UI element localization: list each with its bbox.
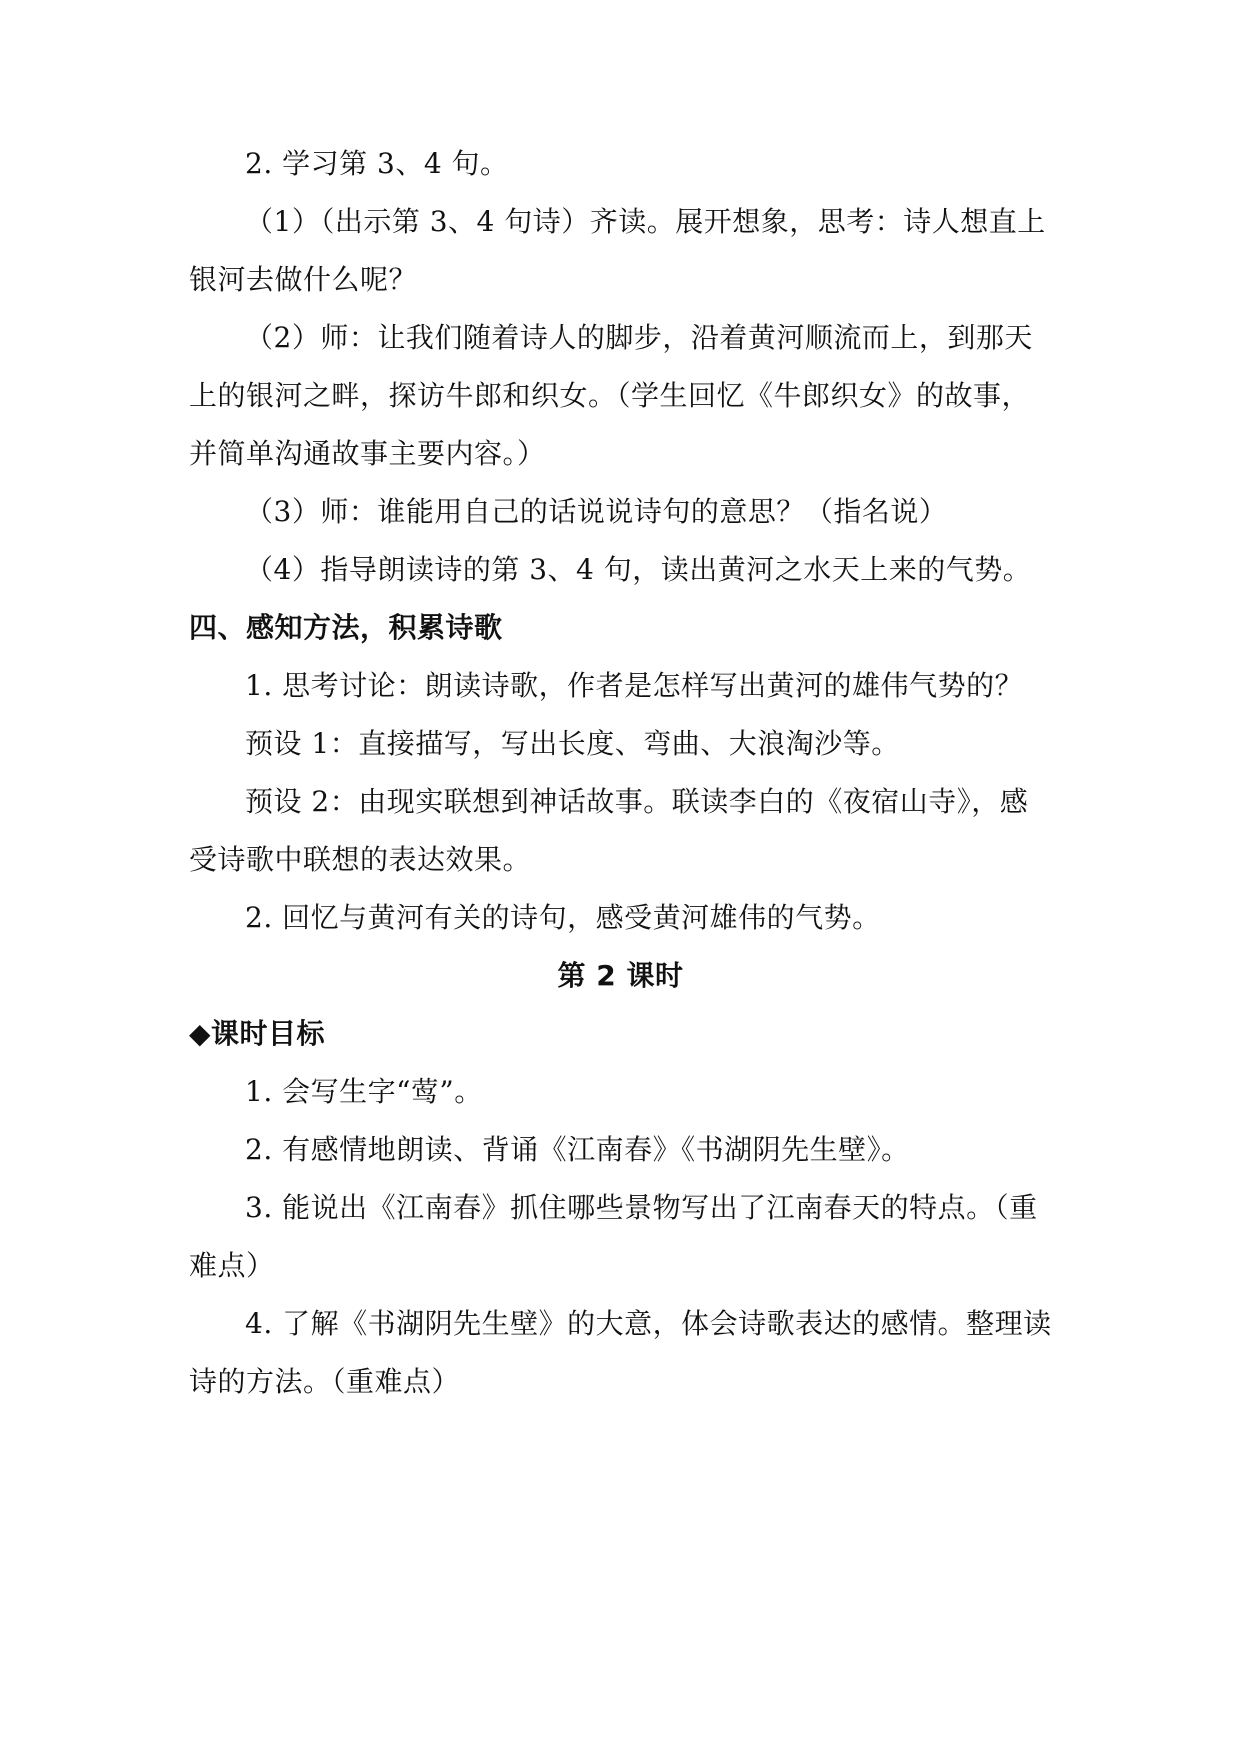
goals-heading: 课时目标 (211, 1017, 326, 1050)
section-4-heading: 四、感知方法，积累诗歌 (189, 611, 503, 644)
lesson-2-title: 第 2 课时 (557, 959, 684, 992)
preset-1: 预设 1：直接描写，写出长度、弯曲、大浪淘沙等。 (245, 727, 900, 760)
goal-3-line-2: 难点） (189, 1249, 275, 1282)
paragraph-3: （3）师：谁能用自己的话说说诗句的意思？（指名说） (245, 495, 948, 528)
goals-heading-row (189, 1014, 325, 1054)
goal-3-line-1: 3. 能说出《江南春》抓住哪些景物写出了江南春天的特点。（重 (245, 1191, 1038, 1224)
goal-2: 2. 有感情地朗读、背诵《江南春》《书湖阴先生壁》。 (245, 1133, 910, 1166)
paragraph-2-line-1: （2）师：让我们随着诗人的脚步，沿着黄河顺流而上，到那天 (245, 321, 1033, 354)
goal-4-line-2: 诗的方法。（重难点） (189, 1365, 461, 1398)
paragraph-2-line-3: 并简单沟通故事主要内容。） (189, 437, 546, 470)
goal-1: 1. 会写生字“莺”。 (245, 1075, 483, 1108)
diamond-bullet-icon: ◆ (189, 1017, 212, 1050)
section-4-item-1: 1. 思考讨论：朗读诗歌，作者是怎样写出黄河的雄伟气势的？ (245, 669, 1024, 702)
paragraph-4: （4）指导朗读诗的第 3、4 句，读出黄河之水天上来的气势。 (245, 553, 1032, 586)
preset-2-line-2: 受诗歌中联想的表达效果。 (189, 843, 532, 876)
goal-4-line-1: 4. 了解《书湖阴先生壁》的大意，体会诗歌表达的感情。整理读 (245, 1307, 1052, 1340)
paragraph-1-line-2: 银河去做什么呢？ (189, 263, 418, 296)
paragraph-2-line-2: 上的银河之畔，探访牛郎和织女。（学生回忆《牛郎织女》的故事， (189, 379, 1031, 412)
item-2-title: 2. 学习第 3、4 句。 (245, 147, 509, 180)
paragraph-1-line-1: （1）（出示第 3、4 句诗）齐读。展开想象，思考：诗人想直上 (245, 205, 1046, 238)
preset-2-line-1: 预设 2：由现实联想到神话故事。联读李白的《夜宿山寺》，感 (245, 785, 1029, 818)
section-4-item-2: 2. 回忆与黄河有关的诗句，感受黄河雄伟的气势。 (245, 901, 881, 934)
